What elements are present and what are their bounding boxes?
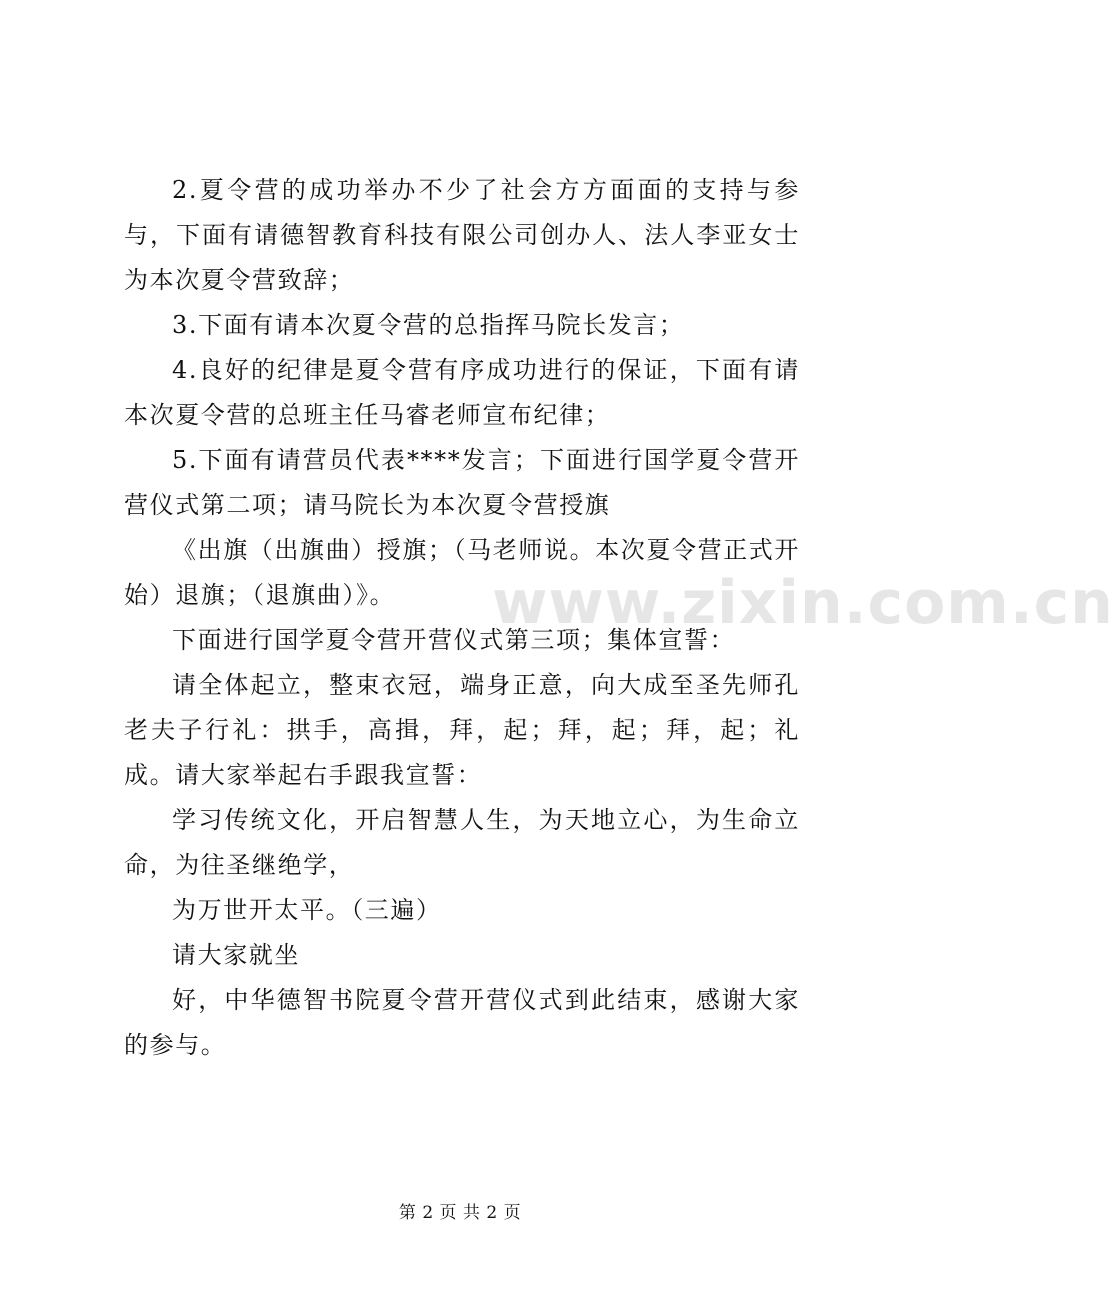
paragraph-2: 2.夏令营的成功举办不少了社会方方面面的支持与参与，下面有请德智教育科技有限公司创办人、法人李亚女士为本次夏令营致辞； [124, 176, 800, 294]
page-footer: 第 2 页 共 2 页 [398, 1203, 522, 1223]
paragraph-oath-2: 为万世开太平。（三遍） [172, 896, 442, 924]
paragraph-salute: 请全体起立，整束衣冠，端身正意，向大成至圣先师孔老夫子行礼：拱手，高揖，拜，起；拜，起；拜，起；礼成。请大家举起右手跟我宣誓： [124, 671, 800, 789]
paragraph-oath-1: 学习传统文化，开启智慧人生，为天地立心，为生命立命，为往圣继绝学， [124, 806, 800, 879]
paragraph-closing: 好，中华德智书院夏令营开营仪式到此结束，感谢大家的参与。 [124, 986, 800, 1059]
paragraph-5: 5.下面有请营员代表****发言；下面进行国学夏令营开营仪式第二项；请马院长为本次夏令营授旗 [124, 446, 800, 519]
paragraph-4: 4.良好的纪律是夏令营有序成功进行的保证，下面有请本次夏令营的总班主任马睿老师宣布纪律； [124, 356, 800, 429]
watermark: www.zixin.com.cn [492, 568, 1114, 638]
paragraph-be-seated: 请大家就坐 [172, 941, 300, 969]
document-body [124, 168, 800, 1068]
paragraph-3: 3.下面有请本次夏令营的总指挥马院长发言； [172, 311, 685, 339]
paragraph-flag-ceremony: 《出旗（出旗曲）授旗；（马老师说。本次夏令营正式开始）退旗；（退旗曲）》。 [124, 536, 800, 609]
paragraph-third-item: 下面进行国学夏令营开营仪式第三项；集体宣誓： [172, 626, 736, 654]
